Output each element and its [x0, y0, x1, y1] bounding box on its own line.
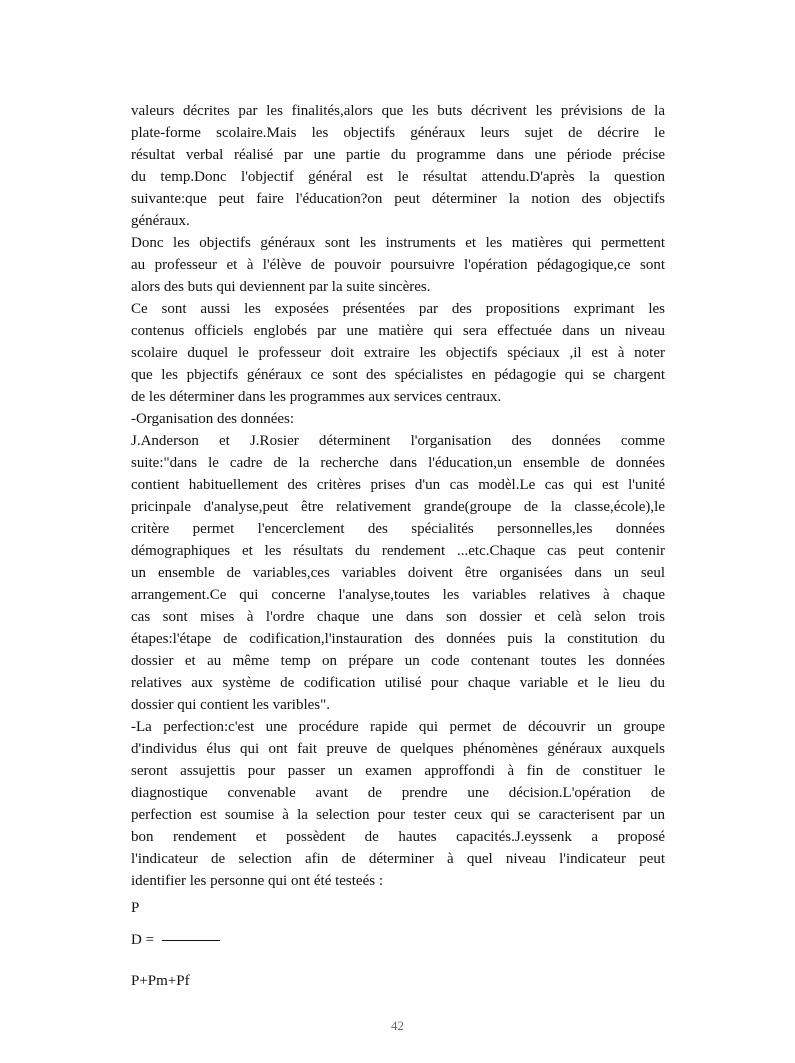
text-line: pricinpale d'analyse,peut être relativement grande(groupe de la classe,école),le	[131, 499, 665, 515]
formula-equation	[131, 932, 220, 949]
text-line: identifier les personne qui ont été testeés :	[131, 873, 384, 889]
text-line: contient habituellement des critères prises d'un cas modèl.Le cas qui est l'unité	[131, 477, 665, 493]
text-line: contenus officiels englobés par une matière qui sera effectuée dans un niveau	[131, 323, 665, 339]
text-line: alors des buts qui deviennent par la suite sincères.	[131, 279, 431, 295]
text-line: valeurs décrites par les finalités,alors que les buts décrivent les prévisions de la	[131, 103, 665, 119]
text-line: dossier qui contient les varibles".	[131, 697, 330, 713]
text-line: critère permet l'encerclement des spécialités personnelles,les données	[131, 521, 665, 537]
text-line: bon rendement et possèdent de hautes capacités.J.eyssenk a proposé	[131, 829, 665, 845]
text-line: un ensemble de variables,ces variables doivent être organisées dans un seul	[131, 565, 665, 581]
text-line: généraux.	[131, 213, 190, 229]
formula-denominator: P+Pm+Pf	[131, 973, 190, 989]
text-line: diagnostique convenable avant de prendre une décision.L'opération de	[131, 785, 665, 801]
text-line: -Organisation des données:	[131, 411, 295, 427]
formula-lhs: D =	[131, 932, 155, 948]
text-line: de les déterminer dans les programmes aux services centraux.	[131, 389, 502, 405]
text-line: étapes:l'étape de codification,l'instauration des données puis la constitution du	[131, 631, 665, 647]
text-line: J.Anderson et J.Rosier déterminent l'organisation des données comme	[131, 433, 665, 449]
text-line: arrangement.Ce qui concerne l'analyse,toutes les variables relatives à chaque	[131, 587, 665, 603]
text-line: dossier et au même temp on prépare un code contenant toutes les données	[131, 653, 665, 669]
fraction-bar	[162, 940, 220, 941]
text-line: cas sont mises à l'ordre chaque une dans son dossier et celà selon trois	[131, 609, 665, 625]
text-line: relatives aux système de codification utilisé pour chaque variable et le lieu du	[131, 675, 665, 691]
text-line: scolaire duquel le professeur doit extraire les objectifs spéciaux ,il est à noter	[131, 345, 665, 361]
text-line: au professeur et à l'élève de pouvoir poursuivre l'opération pédagogique,ce sont	[131, 257, 665, 273]
text-line: résultat verbal réalisé par une partie du programme dans une période précise	[131, 147, 665, 163]
text-line: plate-forme scolaire.Mais les objectifs généraux leurs sujet de décrire le	[131, 125, 665, 141]
text-line: d'individus élus qui ont fait preuve de quelques phénomènes généraux auxquels	[131, 741, 665, 757]
text-line: l'indicateur de selection afin de déterminer à quel niveau l'indicateur peut	[131, 851, 665, 867]
text-line: suite:"dans le cadre de la recherche dans l'éducation,un ensemble de données	[131, 455, 665, 471]
text-line: démographiques et les résultats du rendement ...etc.Chaque cas peut contenir	[131, 543, 665, 559]
text-line: perfection est soumise à la selection pour tester ceux qui se caracterisent par un	[131, 807, 665, 823]
text-line: du temp.Donc l'objectif général est le résultat attendu.D'après la question	[131, 169, 665, 185]
page-number: 42	[391, 1018, 404, 1033]
text-line: Ce sont aussi les exposées présentées par des propositions exprimant les	[131, 301, 665, 317]
text-line: -La perfection:c'est une procédure rapide qui permet de découvrir un groupe	[131, 719, 665, 735]
text-line: Donc les objectifs généraux sont les instruments et les matières qui permettent	[131, 235, 665, 251]
body-text	[131, 100, 665, 892]
formula-numerator: P	[131, 900, 140, 916]
text-line: seront assujettis pour passer un examen approffondi à fin de constituer le	[131, 763, 665, 779]
text-line: que les pbjectifs généraux ce sont des spécialistes en pédagogie qui se chargent	[131, 367, 665, 383]
text-line: suivante:que peut faire l'éducation?on peut déterminer la notion des objectifs	[131, 191, 665, 207]
